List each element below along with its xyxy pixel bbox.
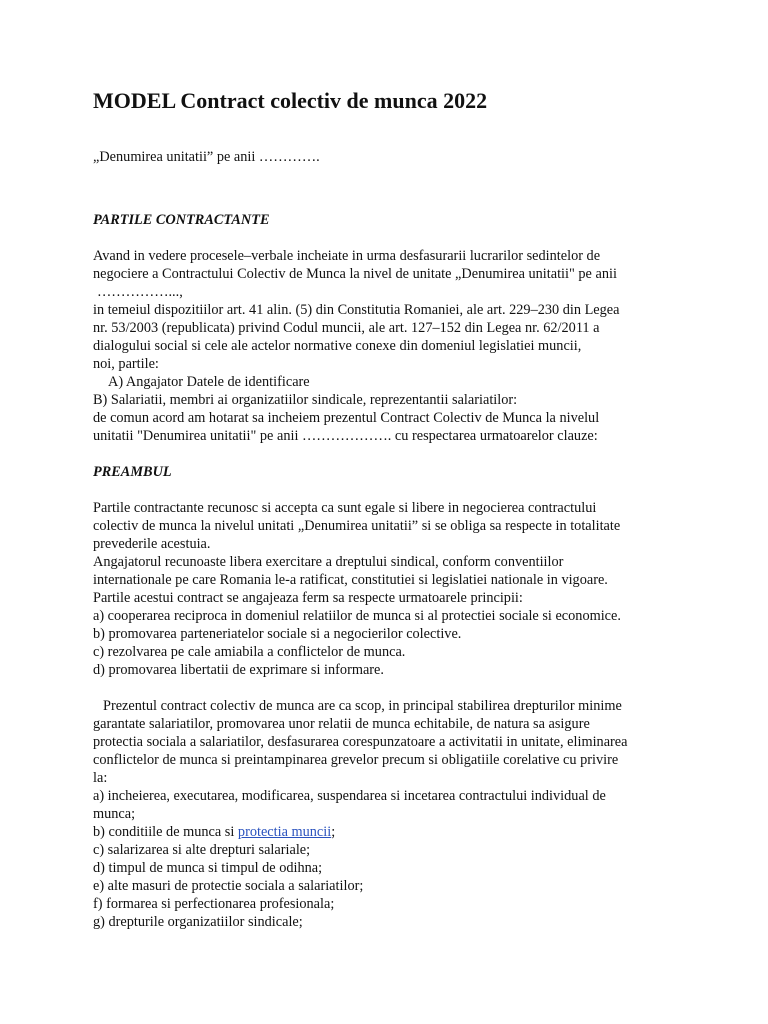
- spacer: [93, 679, 693, 697]
- paragraph-line: Angajatorul recunoaste libera exercitare a dreptului sindical, conform conventiilor: [93, 554, 564, 570]
- paragraph-line: in temeiul dispozitiilor art. 41 alin. (5) din Constitutia Romaniei, ale art. 229–230 din Legea: [93, 302, 620, 318]
- paragraph-line: Avand in vedere procesele–verbale incheiate in urma desfasurarii lucrarilor sedintelor de: [93, 248, 601, 264]
- party-a-line: A) Angajator Datele de identificare: [108, 374, 310, 390]
- list-item: c) rezolvarea pe cale amiabila a conflictelor de munca.: [93, 644, 406, 660]
- list-item-text: b) conditiile de munca si: [93, 824, 238, 840]
- list-item-text: ;: [331, 824, 336, 840]
- unit-name-line: „Denumirea unitatii” pe anii ………….: [93, 149, 320, 165]
- party-b-line: B) Salariatii, membri ai organizatiilor sindicale, reprezentantii salariatilor:: [93, 392, 518, 408]
- list-item: g) drepturile organizatiilor sindicale;: [93, 914, 303, 930]
- spacer: [93, 481, 693, 499]
- paragraph-line: colectiv de munca la nivelul unitati „Denumirea unitatii” si se obliga sa respecte in totalitate: [93, 518, 621, 534]
- document-title: MODEL Contract colectiv de munca 2022: [93, 88, 488, 113]
- paragraph-line: Partile acestui contract se angajeaza ferm sa respecte urmatoarele principii:: [93, 590, 523, 606]
- list-item: [93, 823, 693, 841]
- list-item: a) cooperarea reciproca in domeniul relatiilor de munca si al protectiei sociale si economice.: [93, 608, 621, 624]
- paragraph-line: protectia sociala a salariatilor, desfasurarea corespunzatoare a activitatii in unitate, eliminarea: [93, 734, 628, 750]
- paragraph-line: Prezentul contract colectiv de munca are ca scop, in principal stabilirea drepturilor minime: [103, 698, 622, 714]
- section-heading-partile: PARTILE CONTRACTANTE: [93, 212, 270, 228]
- list-item: b) promovarea parteneriatelor sociale si a negocierilor colective.: [93, 626, 462, 642]
- paragraph-line: nr. 53/2003 (republicata) privind Codul muncii, ale art. 127–152 din Legea nr. 62/2011 a: [93, 320, 600, 336]
- paragraph-line: internationale pe care Romania le-a ratificat, constitutiei si legislatiei nationale in vigoare.: [93, 572, 608, 588]
- list-item: d) timpul de munca si timpul de odihna;: [93, 860, 323, 876]
- paragraph-line: ……………...,: [97, 284, 183, 300]
- section-heading-preambul: PREAMBUL: [93, 464, 172, 480]
- paragraph-line: negociere a Contractului Colectiv de Munca la nivel de unitate „Denumirea unitatii" pe anii: [93, 266, 617, 282]
- paragraph-line: conflictelor de munca si preintampinarea grevelor precum si obligatiile corelative cu privire: [93, 752, 619, 768]
- list-item: f) formarea si perfectionarea profesionala;: [93, 896, 335, 912]
- list-item: e) alte masuri de protectie sociala a salariatilor;: [93, 878, 364, 894]
- paragraph-line: unitatii "Denumirea unitatii" pe anii ………………. cu respectarea urmatoarelor clauze:: [93, 428, 598, 444]
- paragraph-line: prevederile acestuia.: [93, 536, 211, 552]
- paragraph-line: dialogului social si cele ale actelor normative conexe din domeniul legislatiei muncii,: [93, 338, 582, 354]
- document-body: [93, 148, 693, 931]
- protectia-muncii-link[interactable]: protectia muncii: [237, 824, 332, 840]
- list-item: munca;: [93, 806, 136, 822]
- list-item: c) salarizarea si alte drepturi salariale;: [93, 842, 311, 858]
- spacer: [93, 229, 693, 247]
- paragraph-line: de comun acord am hotarat sa incheiem prezentul Contract Colectiv de Munca la nivelul: [93, 410, 600, 426]
- spacer: [93, 445, 693, 463]
- paragraph-line: Partile contractante recunosc si accepta ca sunt egale si libere in negocierea contractului: [93, 500, 597, 516]
- list-item: d) promovarea libertatii de exprimare si informare.: [93, 662, 384, 678]
- spacer: [93, 166, 693, 193]
- list-item: a) incheierea, executarea, modificarea, suspendarea si incetarea contractului individual de: [93, 788, 606, 804]
- paragraph-line: noi, partile:: [93, 356, 159, 372]
- paragraph-line: la:: [93, 770, 108, 786]
- spacer: [93, 193, 693, 211]
- paragraph-line: garantate salariatilor, promovarea unor relatii de munca echitabile, de natura sa asigure: [93, 716, 590, 732]
